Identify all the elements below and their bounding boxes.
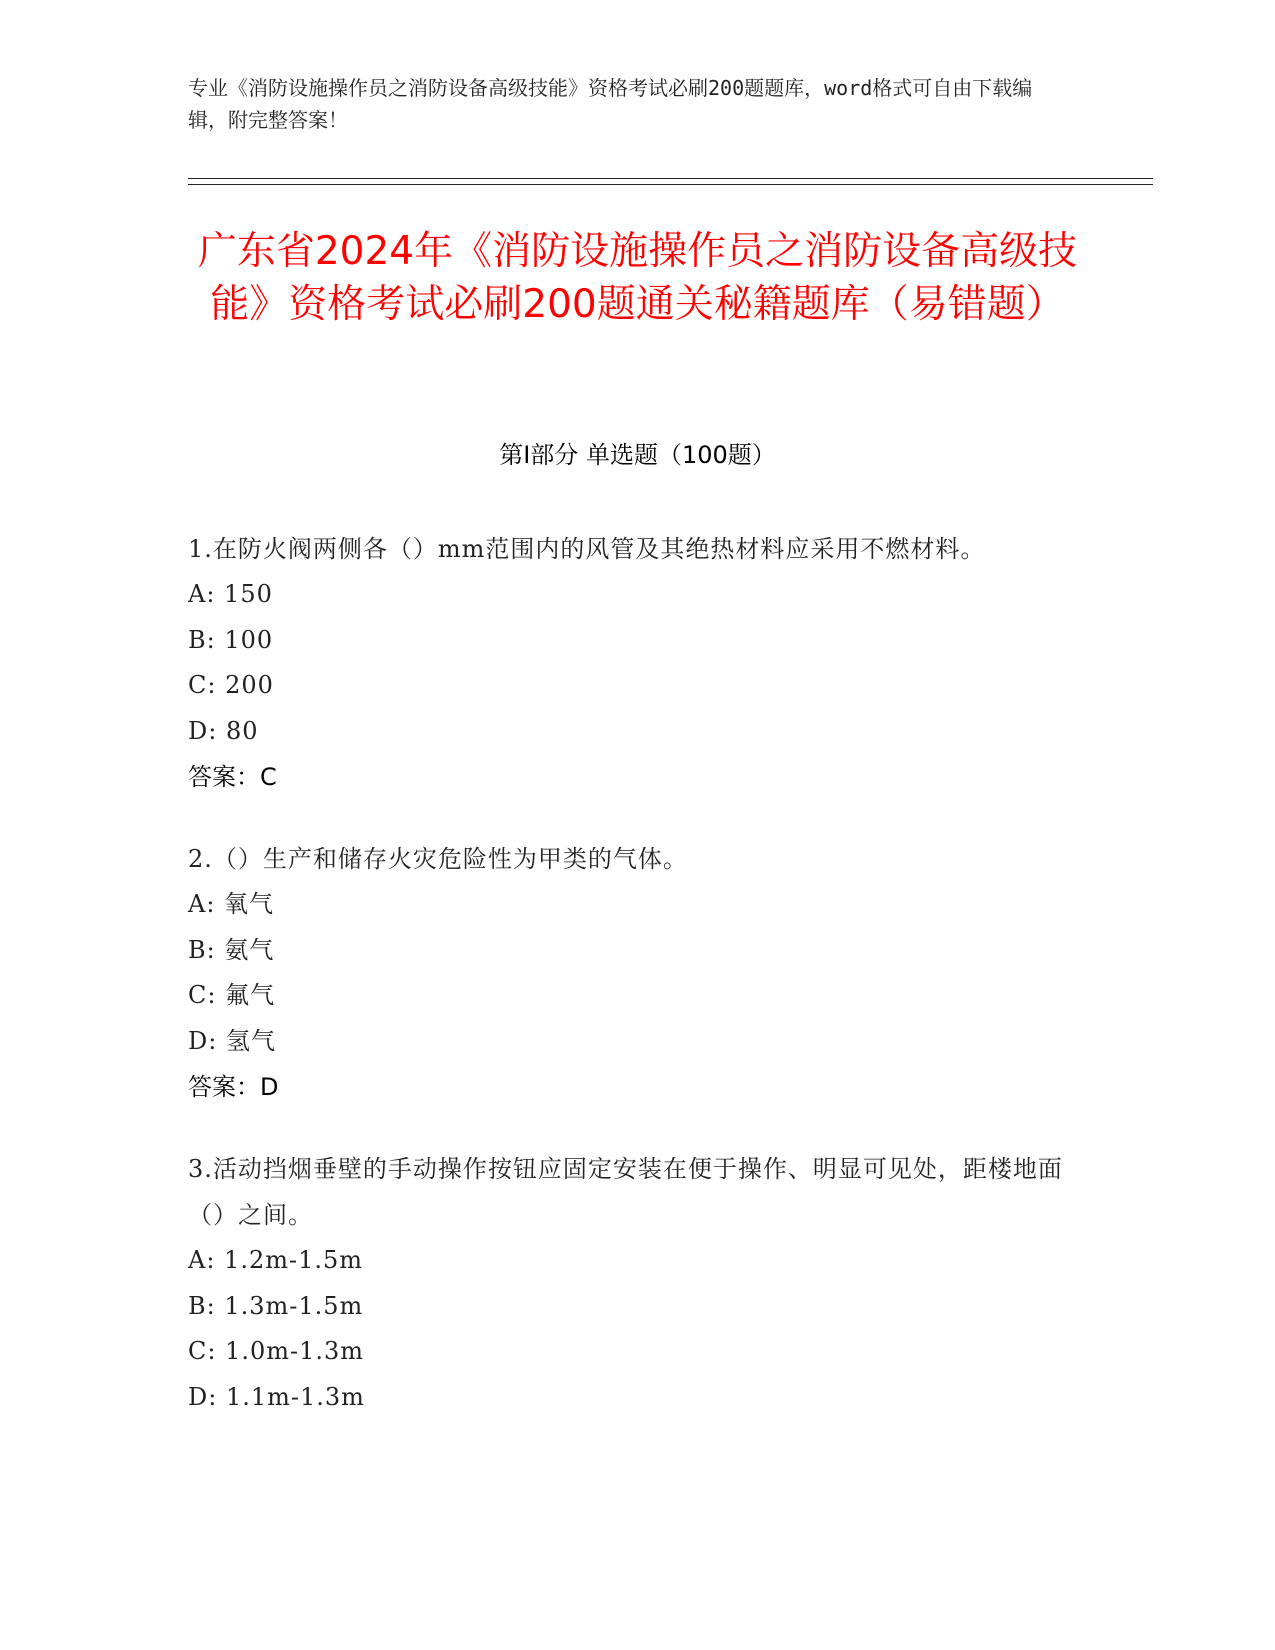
option-a: A: 150 <box>188 580 273 608</box>
header-note: 专业《消防设施操作员之消防设备高级技能》资格考试必刷200题题库，word格式可自由下载编辑，附完整答案！ <box>188 76 1033 132</box>
question-list <box>188 526 1068 1456</box>
answer-label: 答案：C <box>188 763 277 791</box>
option-c: C: 氟气 <box>188 981 276 1009</box>
question-1 <box>188 526 1068 800</box>
option-b: B: 1.3m-1.5m <box>188 1291 364 1320</box>
option-d: D: 80 <box>188 716 259 745</box>
document-title: 广东省2024年《消防设施操作员之消防设备高级技能》资格考试必刷200题通关秘籍题库（易错题） <box>197 229 1078 327</box>
option-b: B: 100 <box>188 625 274 654</box>
answer-label: 答案：D <box>188 1073 279 1101</box>
option-c: C: 200 <box>188 671 274 699</box>
header-divider-top <box>188 178 1153 179</box>
question-text: 1.在防火阀两侧各（）mm范围内的风管及其绝热材料应采用不燃材料。 <box>188 535 986 563</box>
option-a: A: 氧气 <box>188 890 275 918</box>
question-3 <box>188 1146 1068 1420</box>
option-d: D: 氢气 <box>188 1026 276 1055</box>
header-divider-bottom <box>188 184 1153 185</box>
question-text: 2.（）生产和储存火灾危险性为甲类的气体。 <box>188 845 688 873</box>
question-2 <box>188 836 1068 1110</box>
option-d: D: 1.1m-1.3m <box>188 1382 365 1411</box>
option-b: B: 氨气 <box>188 935 275 964</box>
option-a: A: 1.2m-1.5m <box>188 1246 364 1274</box>
section-heading: 第I部分 单选题（100题） <box>499 441 776 469</box>
question-text: 3.活动挡烟垂壁的手动操作按钮应固定安装在便于操作、明显可见处，距楼地面（）之间。 <box>188 1155 1063 1229</box>
option-c: C: 1.0m-1.3m <box>188 1337 365 1365</box>
